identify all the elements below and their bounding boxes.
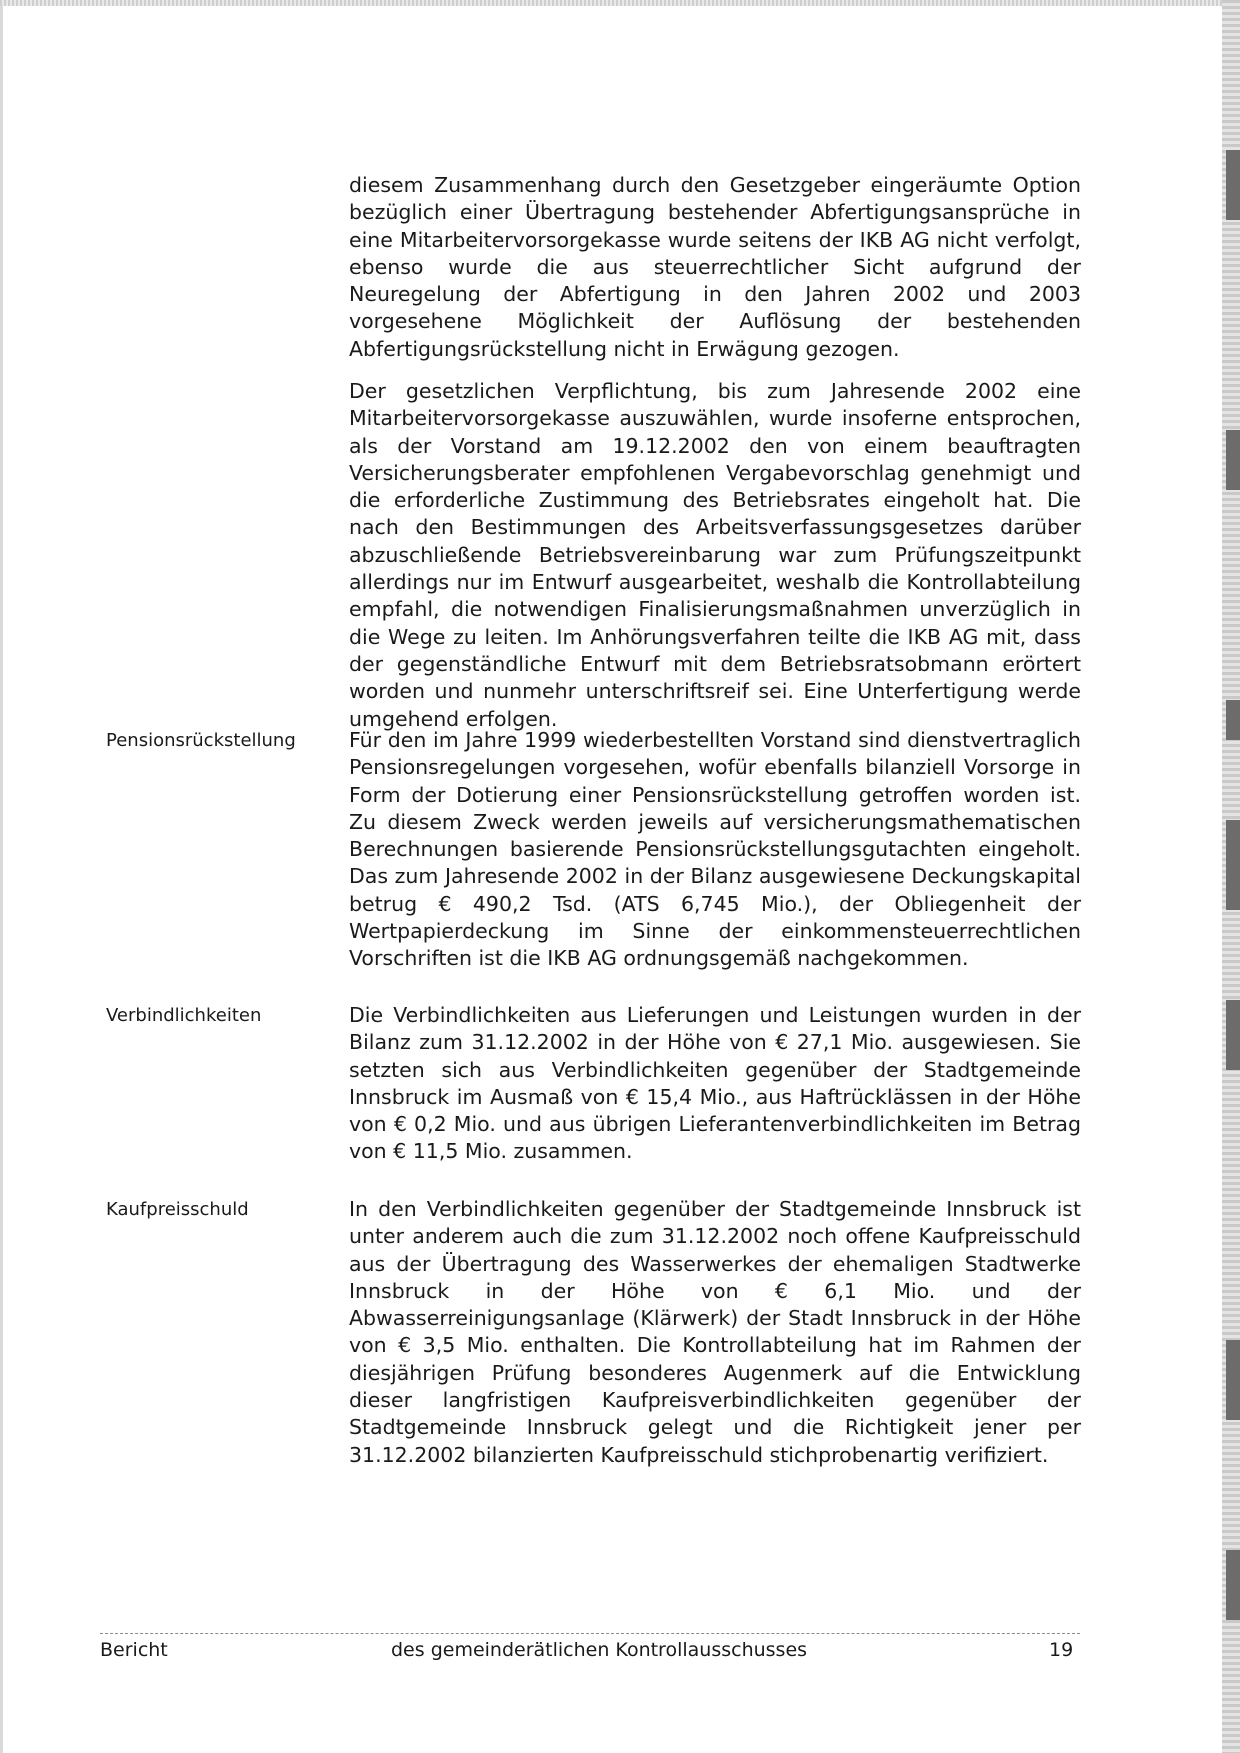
- scan-top-edge: [0, 0, 1240, 6]
- scan-shadow-mark: [1226, 1000, 1240, 1070]
- scan-shadow-mark: [1226, 430, 1240, 490]
- footer-committee-title: des gemeinderätlichen Kontrollausschusses: [391, 1639, 808, 1661]
- footer-report-label: Bericht: [100, 1639, 168, 1661]
- side-label-kaufpreisschuld: Kaufpreisschuld: [106, 1199, 249, 1220]
- side-label-verbindlichkeiten: Verbindlichkeiten: [106, 1005, 262, 1026]
- scan-shadow-mark: [1226, 150, 1240, 220]
- scan-shadow-mark: [1226, 700, 1240, 740]
- scan-shadow-mark: [1226, 1550, 1240, 1620]
- scan-left-edge: [0, 0, 3, 1753]
- paragraph-pensionsrueckstellung: Für den im Jahre 1999 wiederbestellten Vorstand sind dienstvertraglich Pensionsregelungen vorgesehen, wofür ebenfalls bilanziell Vorsorge in Form der Dotierung einer Pensionsrückstellung getroffen worden ist. Zu diesem Zweck werden jeweils auf versicherungsmathematischen Berechnungen basierende Pensionsrückstellungsgutachten eingeholt. Das zum Jahresende 2002 in der Bilanz ausgewiesene Deckungskapital betrug € 490,2 Tsd. (ATS 6,745 Mio.), der Obliegenheit der Wertpapierdeckung im Sinne der einkommensteuerrechtlichen Vorschriften ist die IKB AG ordnungsgemäß nachgekommen.: [349, 728, 1081, 971]
- scan-shadow-mark: [1226, 1340, 1240, 1420]
- paragraph-verbindlichkeiten: Die Verbindlichkeiten aus Lieferungen und Leistungen wurden in der Bilanz zum 31.12.2002 in der Höhe von € 27,1 Mio. ausgewiesen. Sie setzten sich aus Verbindlichkeiten gegenüber der Stadtgemeinde Innsbruck im Ausmaß von € 15,4 Mio., aus Haftrücklässen in der Höhe von € 0,2 Mio. und aus übrigen Lieferantenverbindlichkeiten im Betrag von € 11,5 Mio. zusammen.: [349, 1003, 1081, 1164]
- page-number: 19: [1049, 1639, 1074, 1661]
- paragraph-mitarbeitervorsorgekasse: Der gesetzlichen Verpflichtung, bis zum Jahresende 2002 eine Mitarbeitervorsorgekasse auszuwählen, wurde insoferne entsprochen, als der Vorstand am 19.12.2002 den von einem beauftragten Versicherungsberater empfohlenen Vergabevorschlag genehmigt und die erforderliche Zustimmung des Betriebsrates eingeholt hat. Die nach den Bestimmungen des Arbeitsverfassungsgesetzes darüber abzuschließende Betriebsvereinbarung war zum Prüfungszeitpunkt allerdings nur im Entwurf ausgearbeitet, weshalb die Kontrollabteilung empfahl, die notwendigen Finalisierungsmaßnahmen unverzüglich in die Wege zu leiten. Im Anhörungsverfahren teilte die IKB AG mit, dass der gegenständliche Entwurf mit dem Betriebsratsobmann erörtert worden und nunmehr unterschriftsreif sei. Eine Unterfertigung werde umgehend erfolgen.: [349, 379, 1081, 731]
- side-label-pensionsrueckstellung: Pensionsrückstellung: [106, 730, 296, 751]
- footer-divider: [100, 1633, 1080, 1634]
- paragraph-kaufpreisschuld: In den Verbindlichkeiten gegenüber der Stadtgemeinde Innsbruck ist unter anderem auch die zum 31.12.2002 noch offene Kaufpreisschuld aus der Übertragung des Wasserwerkes der ehemaligen Stadtwerke Innsbruck in der Höhe von € 6,1 Mio. und der Abwasserreinigungsanlage (Klärwerk) der Stadt Innsbruck in der Höhe von € 3,5 Mio. enthalten. Die Kontrollabteilung hat im Rahmen der diesjährigen Prüfung besonderes Augenmerk auf die Entwicklung dieser langfristigen Kaufpreisverbindlichkeiten gegenüber der Stadtgemeinde Innsbruck gelegt und die Richtigkeit jener per 31.12.2002 bilanzierten Kaufpreisschuld stichprobenartig verifiziert.: [349, 1197, 1081, 1467]
- scan-shadow-mark: [1226, 820, 1240, 910]
- scan-right-edge: [1222, 0, 1240, 1753]
- paragraph-abfertigung-option: diesem Zusammenhang durch den Gesetzgeber eingeräumte Option bezüglich einer Übertragung bestehender Abfertigungsansprüche in eine Mitarbeitervorsorgekasse wurde seitens der IKB AG nicht verfolgt, ebenso wurde die aus steuerrechtlicher Sicht aufgrund der Neuregelung der Abfertigung in den Jahren 2002 und 2003 vorgesehene Möglichkeit der Auflösung der bestehenden Abfertigungsrückstellung nicht in Erwägung gezogen.: [349, 173, 1081, 361]
